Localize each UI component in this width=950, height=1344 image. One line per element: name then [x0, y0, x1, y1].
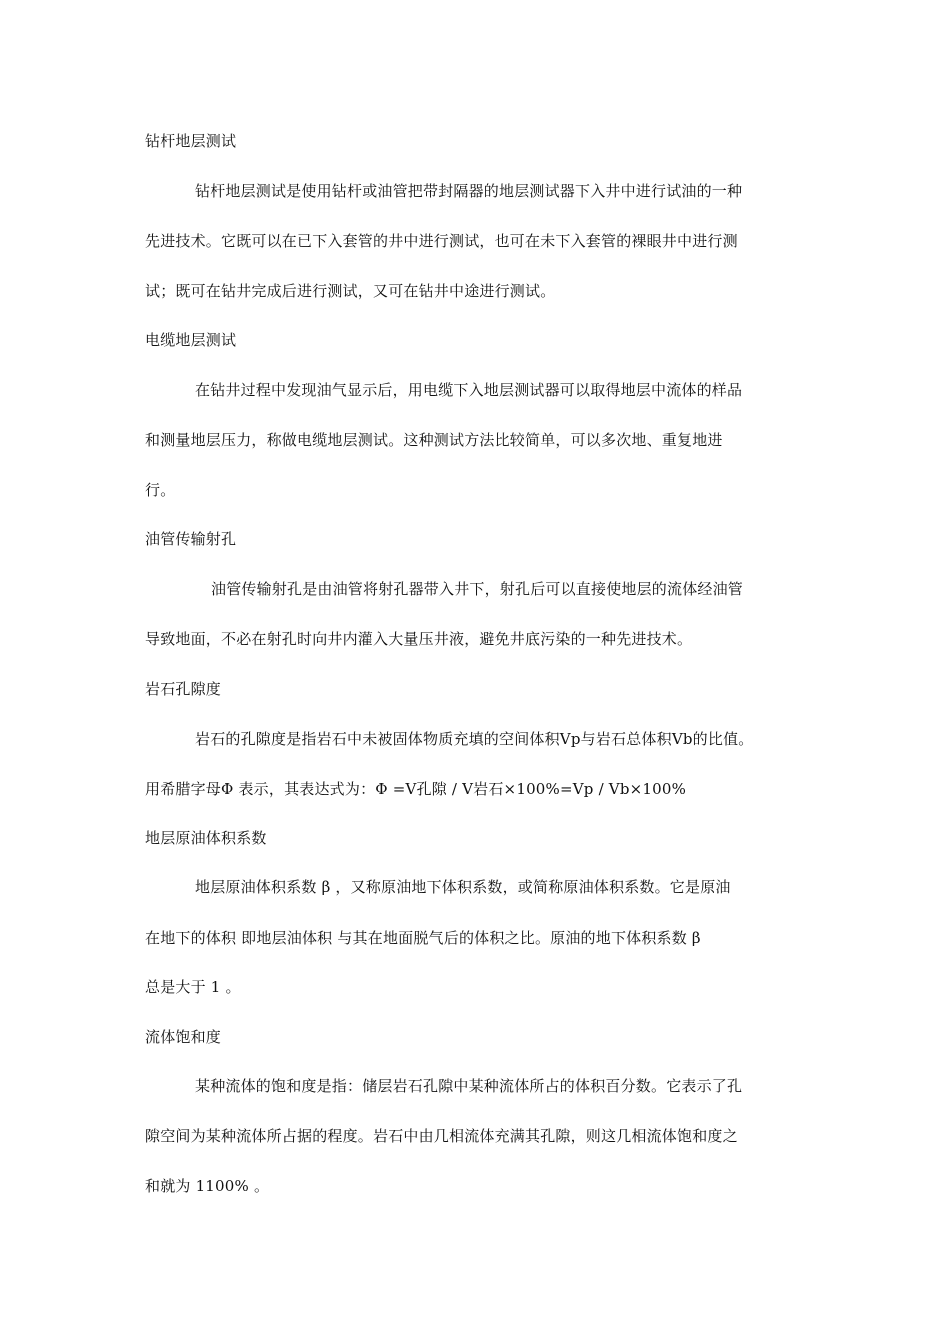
section-heading: 流体饱和度 — [145, 1028, 222, 1046]
paragraph-line: 试；既可在钻井完成后进行测试，又可在钻井中途进行测试。 — [145, 282, 556, 300]
paragraph-line: 地层原油体积系数 β ，又称原油地下体积系数，或简称原油体积系数。它是原油 — [195, 878, 731, 896]
paragraph-line: 行。 — [145, 481, 176, 499]
paragraph-line: 用希腊字母Φ 表示，其表达式为：Φ =V孔隙 / V岩石×100%=Vp / Vb×100% — [145, 780, 687, 798]
section-heading: 油管传输射孔 — [145, 530, 237, 548]
paragraph-line: 钻杆地层测试是使用钻杆或油管把带封隔器的地层测试器下入井中进行试油的一种 — [195, 182, 743, 200]
paragraph-line: 在钻井过程中发现油气显示后，用电缆下入地层测试器可以取得地层中流体的样品 — [195, 381, 743, 399]
paragraph-line: 先进技术。它既可以在已下入套管的井中进行测试，也可在未下入套管的裸眼井中进行测 — [145, 232, 738, 250]
paragraph-line: 岩石的孔隙度是指岩石中未被固体物质充填的空间体积Vp与岩石总体积Vb的比值。 — [195, 730, 754, 748]
paragraph-line: 某种流体的饱和度是指：储层岩石孔隙中某种流体所占的体积百分数。它表示了孔 — [195, 1077, 743, 1095]
section-heading: 岩石孔隙度 — [145, 680, 222, 698]
paragraph-line: 和测量地层压力，称做电缆地层测试。这种测试方法比较简单，可以多次地、重复地进 — [145, 431, 723, 449]
paragraph-line: 油管传输射孔是由油管将射孔器带入井下，射孔后可以直接使地层的流体经油管 — [211, 580, 744, 598]
section-heading: 电缆地层测试 — [145, 331, 237, 349]
paragraph-line: 和就为 1100% 。 — [145, 1177, 270, 1195]
paragraph-line: 隙空间为某种流体所占据的程度。岩石中由几相流体充满其孔隙，则这几相流体饱和度之 — [145, 1127, 738, 1145]
section-heading: 钻杆地层测试 — [145, 132, 237, 150]
section-heading: 地层原油体积系数 — [145, 829, 267, 847]
paragraph-line: 总是大于 1 。 — [145, 978, 241, 996]
paragraph-line: 在地下的体积 即地层油体积 与其在地面脱气后的体积之比。原油的地下体积系数 β — [145, 929, 701, 947]
paragraph-line: 导致地面，不必在射孔时向井内灌入大量压井液，避免井底污染的一种先进技术。 — [145, 630, 693, 648]
